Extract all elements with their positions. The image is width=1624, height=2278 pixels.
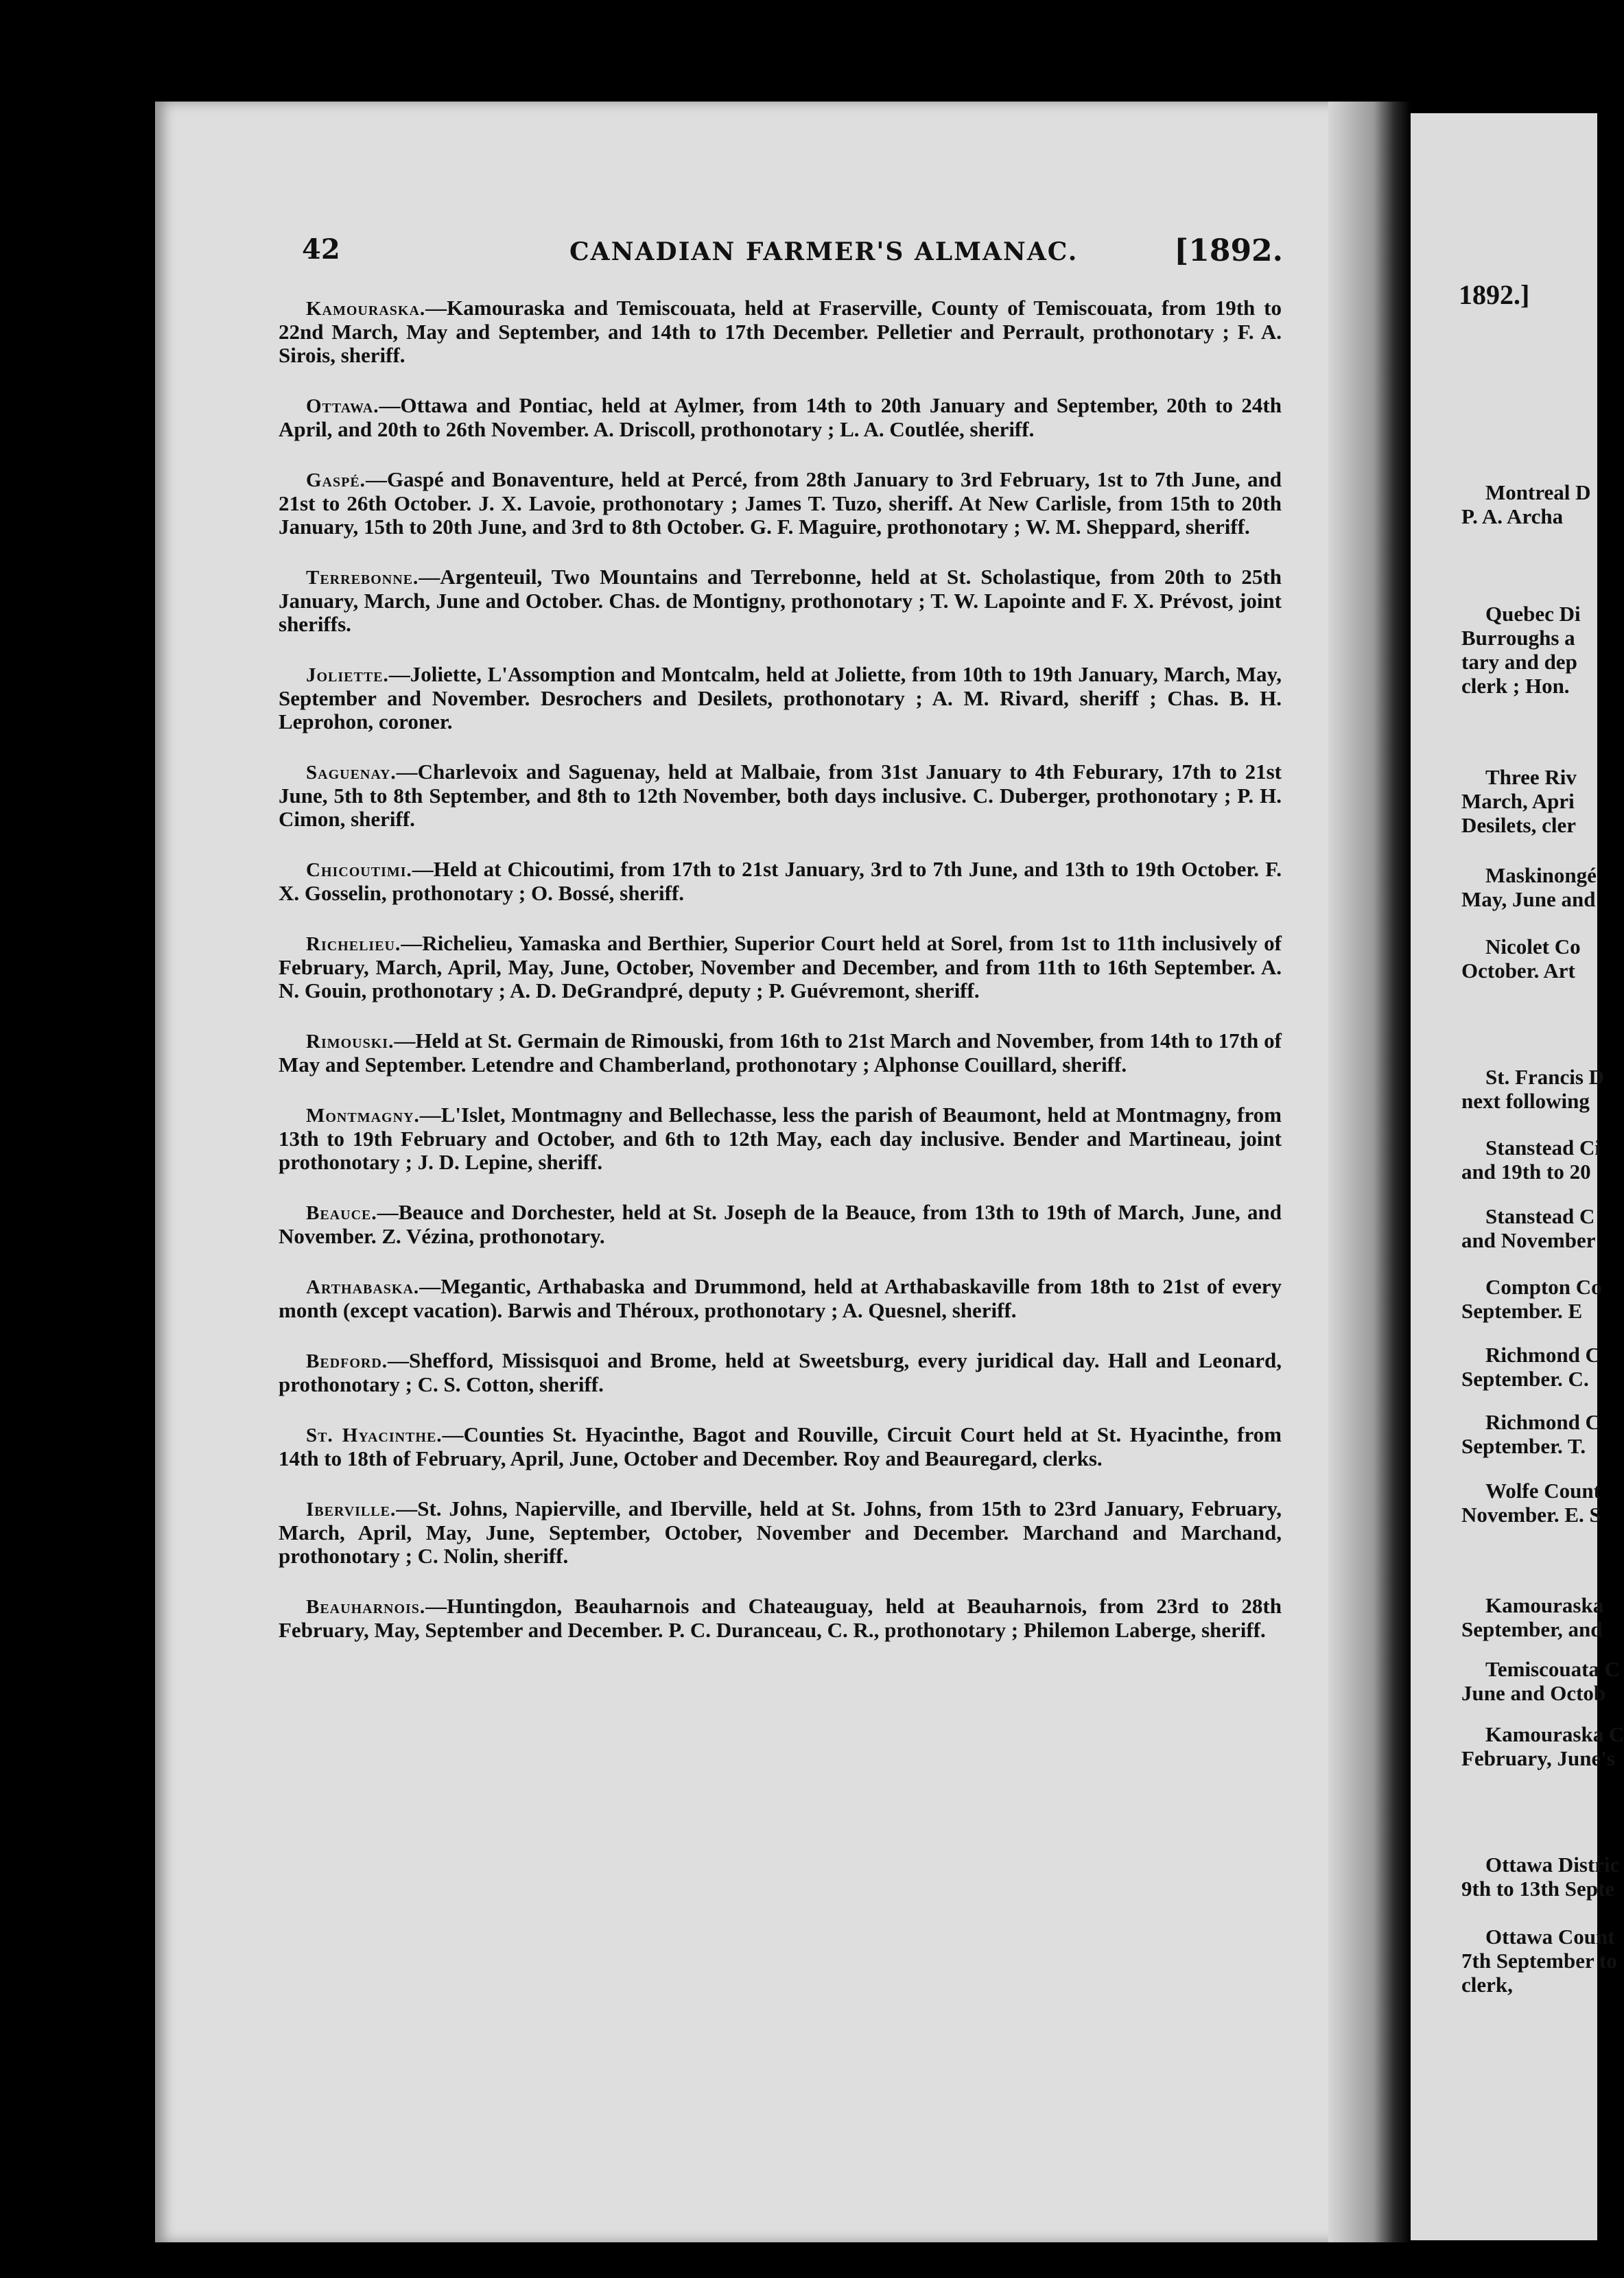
right-page-line: Burroughs a [1461,626,1575,650]
right-page-text [1420,0,1624,2278]
right-page-line: 9th to 13th Septe [1461,1877,1615,1901]
district-name: Rimouski. [306,1031,395,1053]
court-entry [279,760,1282,831]
district-name: Arthabaska. [306,1276,420,1298]
district-name: Bedford. [306,1350,388,1372]
page-header [302,233,1283,274]
court-entry [279,1029,1282,1077]
court-entry [279,1275,1282,1322]
district-name: Beauce. [306,1202,377,1224]
running-title: CANADIAN FARMER'S ALMANAC. [569,237,1079,266]
right-page-line: September, and [1461,1617,1603,1641]
right-page-line: Kamouraska [1485,1593,1604,1617]
district-details: —Held at St. Germain de Rimouski, from 16th to 21st March and November, from 14th to 17th of May and September. Letendre and Chamberland, prothonotary ; Alphonse Couillard, sheriff. [279,1029,1282,1077]
court-entry [279,296,1282,367]
right-page-line: Maskinongé [1485,863,1597,887]
district-details: —Argenteuil, Two Mountains and Terrebonne, held at St. Scholastique, from 20th to 25th January, March, June and October. Chas. de Montigny, prothonotary ; T. W. Lapointe and F. X. Prévost, joint sheriffs. [279,565,1282,636]
district-details: —Megantic, Arthabaska and Drummond, held at Arthabaskaville from 18th to 21st of every month (except vacation). Barwis and Théroux, prothonotary ; A. Quesnel, sheriff. [279,1274,1282,1322]
right-page-line: P. A. Archa [1461,504,1564,528]
district-details: —Beauce and Dorchester, held at St. Joseph de la Beauce, from 13th to 19th of March, June, and November. Z. Vézina, prothonotary. [279,1200,1282,1248]
right-page-line: next following [1461,1089,1590,1113]
right-page-line: September. E [1461,1299,1583,1323]
district-name: Saguenay. [306,762,397,784]
right-page-line: 7th September to [1461,1949,1617,1973]
right-page-line: Richmond C [1485,1343,1601,1367]
court-entry [279,663,1282,733]
district-name: Beauharnois. [306,1596,426,1618]
court-entry [279,858,1282,905]
district-details: —Gaspé and Bonaventure, held at Percé, from 28th January to 3rd February, 1st to 7th June, and 21st to 26th October. J. X. Lavoie, prothonotary ; James T. Tuzo, sheriff. At New Carlisle, from 15th to 20th January, 15th to 20th June, and 3rd to 8th October. G. F. Maguire, prothonotary ; W. M. Sheppard, sheriff. [279,467,1282,539]
right-page-line: September. C. [1461,1367,1589,1391]
district-name: St. Hyacinthe. [306,1424,443,1446]
district-name: Montmagny. [306,1105,420,1127]
right-page-line: clerk ; Hon. [1461,674,1570,698]
right-page-line: June and Octob [1461,1681,1606,1705]
district-details: —Huntingdon, Beauharnois and Chateauguay, held at Beauharnois, from 23rd to 28th February, May, September and December. P. C. Duranceau, C. R., prothonotary ; Philemon Laberge, sheriff. [279,1594,1282,1642]
right-page-line: Compton Co [1485,1275,1602,1299]
court-entry [279,394,1282,441]
right-page-line: Quebec Di [1485,602,1581,626]
district-name: Richelieu. [306,933,401,955]
court-listing [279,296,1282,1669]
district-details: —Charlevoix and Saguenay, held at Malbaie, from 31st January to 4th Feburary, 17th to 21st June, 5th to 8th September, and 8th to 12th November, both days inclusive. C. Duberger, prothonotary ; P. H. Cimon, sheriff. [279,760,1282,831]
right-page-line: tary and dep [1461,650,1577,674]
court-entry [279,1595,1282,1642]
district-details: —Ottawa and Pontiac, held at Aylmer, from 14th to 20th January and September, 20th to 24th April, and 20th to 26th November. A. Driscoll, prothonotary ; L. A. Coutlée, sheriff. [279,393,1282,441]
right-page-line: Stanstead Ci [1485,1136,1601,1160]
right-page-line: September. T. [1461,1434,1586,1458]
right-page-line: Stanstead C [1485,1204,1595,1228]
district-details: —Richelieu, Yamaska and Berthier, Superior Court held at Sorel, from 1st to 11th inclusively of February, March, April, May, June, October, November and December, and from 11th to 16th September. A. N. Gouin, prothonotary ; A. D. DeGrandpré, deputy ; P. Guévremont, sheriff. [279,931,1282,1002]
header-year: [1892. [1174,233,1283,268]
right-page-line: St. Francis D [1485,1065,1605,1089]
district-name: Iberville. [306,1499,397,1520]
right-page-line: and November [1461,1228,1596,1252]
court-entry [279,1497,1282,1568]
right-page-line: Montreal D [1485,480,1591,504]
district-details: —Kamouraska and Temiscouata, held at Fraserville, County of Temiscouata, from 19th to 22nd March, May and September, and 14th to 17th December. Pelletier and Perrault, prothonotary ; F. A. Sirois, sheriff. [279,296,1282,367]
district-details: —Shefford, Missisquoi and Brome, held at Sweetsburg, every juridical day. Hall and Leonard, prothonotary ; C. S. Cotton, sheriff. [279,1348,1282,1396]
district-details: —Joliette, L'Assomption and Montcalm, held at Joliette, from 10th to 19th January, March, May, September and November. Desrochers and Desilets, prothonotary ; A. M. Rivard, sheriff ; Chas. B. H. Leprohon, coroner. [279,662,1282,733]
district-name: Joliette. [306,664,389,686]
court-entry [279,1103,1282,1174]
right-page-line: October. Art [1461,959,1575,983]
right-page-line: May, June and [1461,887,1596,911]
right-page-line: Ottawa Count [1485,1925,1615,1949]
page-number: 42 [302,233,340,266]
right-page-line: Nicolet Co [1485,935,1581,959]
right-page-line: November. E. S [1461,1503,1601,1527]
right-page-line: February, June's [1461,1746,1615,1770]
district-details: —L'Islet, Montmagny and Bellechasse, less the parish of Beaumont, held at Montmagny, from 13th to 19th February and October, and 6th to 12th May, each day inclusive. Bender and Martineau, joint prothonotary ; J. D. Lepine, sheriff. [279,1103,1282,1174]
right-page-line: and 19th to 20 [1461,1160,1591,1184]
court-entry [279,932,1282,1002]
court-entry [279,1349,1282,1396]
district-name: Chicoutimi. [306,859,412,881]
district-name: Gaspé. [306,469,366,491]
district-name: Terrebonne. [306,567,419,589]
right-page-year: 1892.] [1459,279,1530,310]
right-page-line: Richmond C [1485,1410,1601,1434]
district-name: Kamouraska. [306,298,426,320]
right-page-line: Desilets, cler [1461,813,1576,837]
book-gutter [1328,102,1411,2242]
right-page-line: clerk, [1461,1973,1513,1997]
right-page-line: March, Apri [1461,789,1575,813]
right-page-line: Three Riv [1485,765,1577,789]
district-details: —Counties St. Hyacinthe, Bagot and Rouville, Circuit Court held at St. Hyacinthe, from 14th to 18th of February, April, June, October and December. Roy and Beauregard, clerks. [279,1422,1282,1470]
court-entry [279,468,1282,539]
district-name: Ottawa. [306,395,379,417]
district-details: —St. Johns, Napierville, and Iberville, held at St. Johns, from 15th to 23rd January, February, March, April, May, June, September, October, November and December. Marchand and Marchand, prothonotary ; C. Nolin, sheriff. [279,1496,1282,1568]
right-page-line: Temiscouata C [1485,1657,1621,1681]
court-entry [279,565,1282,636]
district-details: —Held at Chicoutimi, from 17th to 21st January, 3rd to 7th June, and 13th to 19th October. F. X. Gosselin, prothonotary ; O. Bossé, sheriff. [279,857,1282,905]
right-page-line: Kamouraska C [1485,1722,1624,1746]
court-entry [279,1423,1282,1470]
court-entry [279,1201,1282,1248]
right-page-line: Ottawa Distric [1485,1853,1620,1877]
right-page-line: Wolfe Count [1485,1479,1601,1503]
